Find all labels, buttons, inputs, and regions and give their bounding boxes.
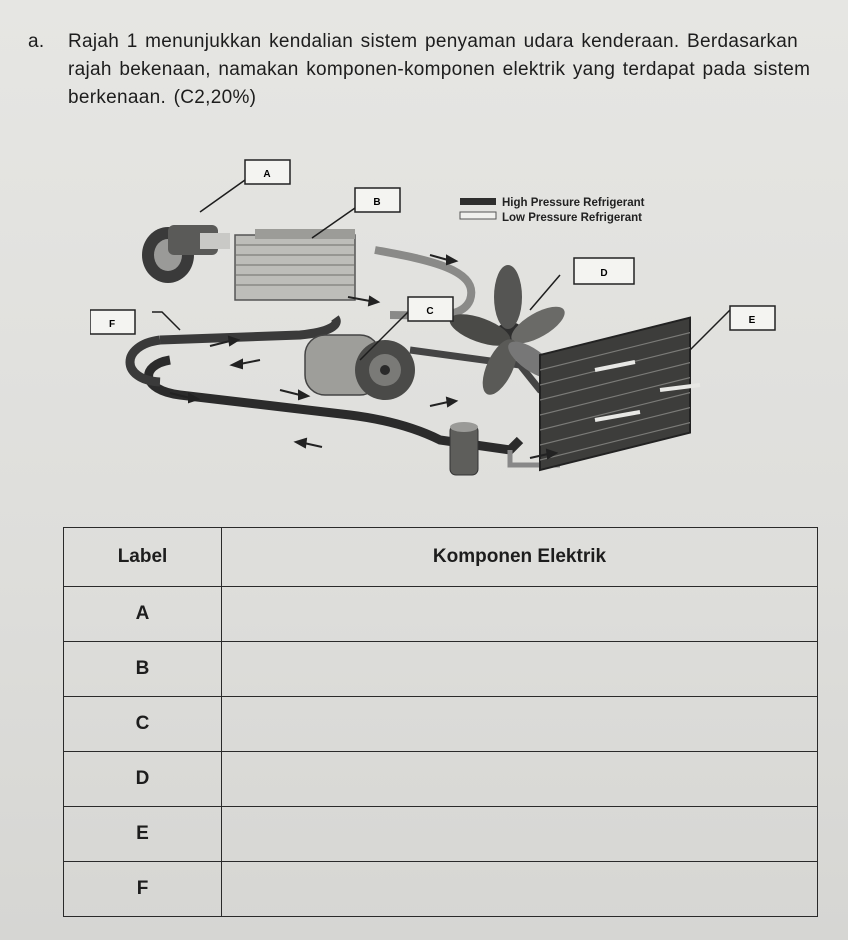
table-row	[64, 587, 818, 642]
table-row	[64, 697, 818, 752]
label-box-c	[408, 297, 453, 321]
leader-line-d	[530, 275, 560, 310]
high-pressure-pipe	[160, 318, 336, 340]
legend	[460, 197, 645, 224]
svg-text:B: B	[373, 197, 381, 208]
question-number: a.	[28, 31, 45, 52]
row-label: A	[64, 587, 222, 642]
label-box-f	[90, 310, 135, 334]
answer-cell[interactable]	[222, 587, 818, 642]
legend-swatch-low	[460, 212, 496, 219]
row-label: D	[64, 752, 222, 807]
leader-line-f	[152, 312, 180, 330]
svg-text:F: F	[108, 319, 116, 330]
receiver-drier	[450, 422, 478, 475]
table-header-row	[64, 528, 818, 587]
svg-text:C: C	[426, 306, 434, 317]
header-komponen-elektrik: Komponen Elektrik	[222, 528, 818, 587]
label-box-e	[730, 306, 775, 330]
row-label: C	[64, 697, 222, 752]
question-block	[28, 28, 818, 112]
condenser	[540, 318, 690, 470]
table-row	[64, 862, 818, 917]
label-box-a	[245, 160, 290, 184]
blower-motor	[142, 225, 230, 283]
compressor	[305, 335, 415, 400]
answer-table	[63, 527, 818, 917]
label-box-d	[574, 258, 634, 284]
row-label: B	[64, 642, 222, 697]
evaporator-unit	[235, 229, 355, 300]
legend-low-label: Low Pressure Refrigerant	[502, 212, 642, 224]
answer-cell[interactable]	[222, 697, 818, 752]
ac-system-diagram	[90, 150, 790, 500]
table-row	[64, 752, 818, 807]
leader-line-e	[690, 310, 730, 350]
answer-cell[interactable]	[222, 752, 818, 807]
legend-swatch-high	[460, 198, 496, 205]
row-label: F	[64, 862, 222, 917]
row-label: E	[64, 807, 222, 862]
svg-text:D: D	[600, 268, 608, 279]
table-row	[64, 807, 818, 862]
header-label: Label	[64, 528, 222, 587]
label-box-b	[355, 188, 400, 212]
table-row	[64, 642, 818, 697]
svg-text:A: A	[263, 169, 271, 180]
leader-line-a	[200, 180, 245, 212]
answer-cell[interactable]	[222, 862, 818, 917]
legend-high-label: High Pressure Refrigerant	[502, 197, 645, 209]
svg-text:E: E	[748, 315, 756, 326]
question-text: Rajah 1 menunjukkan kendalian sistem penyaman udara kenderaan. Berdasarkan rajah bekenaan, namakan komponen-komponen elektrik yang terdapat pada sistem berkenaan. (C2,20%)	[68, 31, 811, 108]
answer-cell[interactable]	[222, 807, 818, 862]
answer-cell[interactable]	[222, 642, 818, 697]
